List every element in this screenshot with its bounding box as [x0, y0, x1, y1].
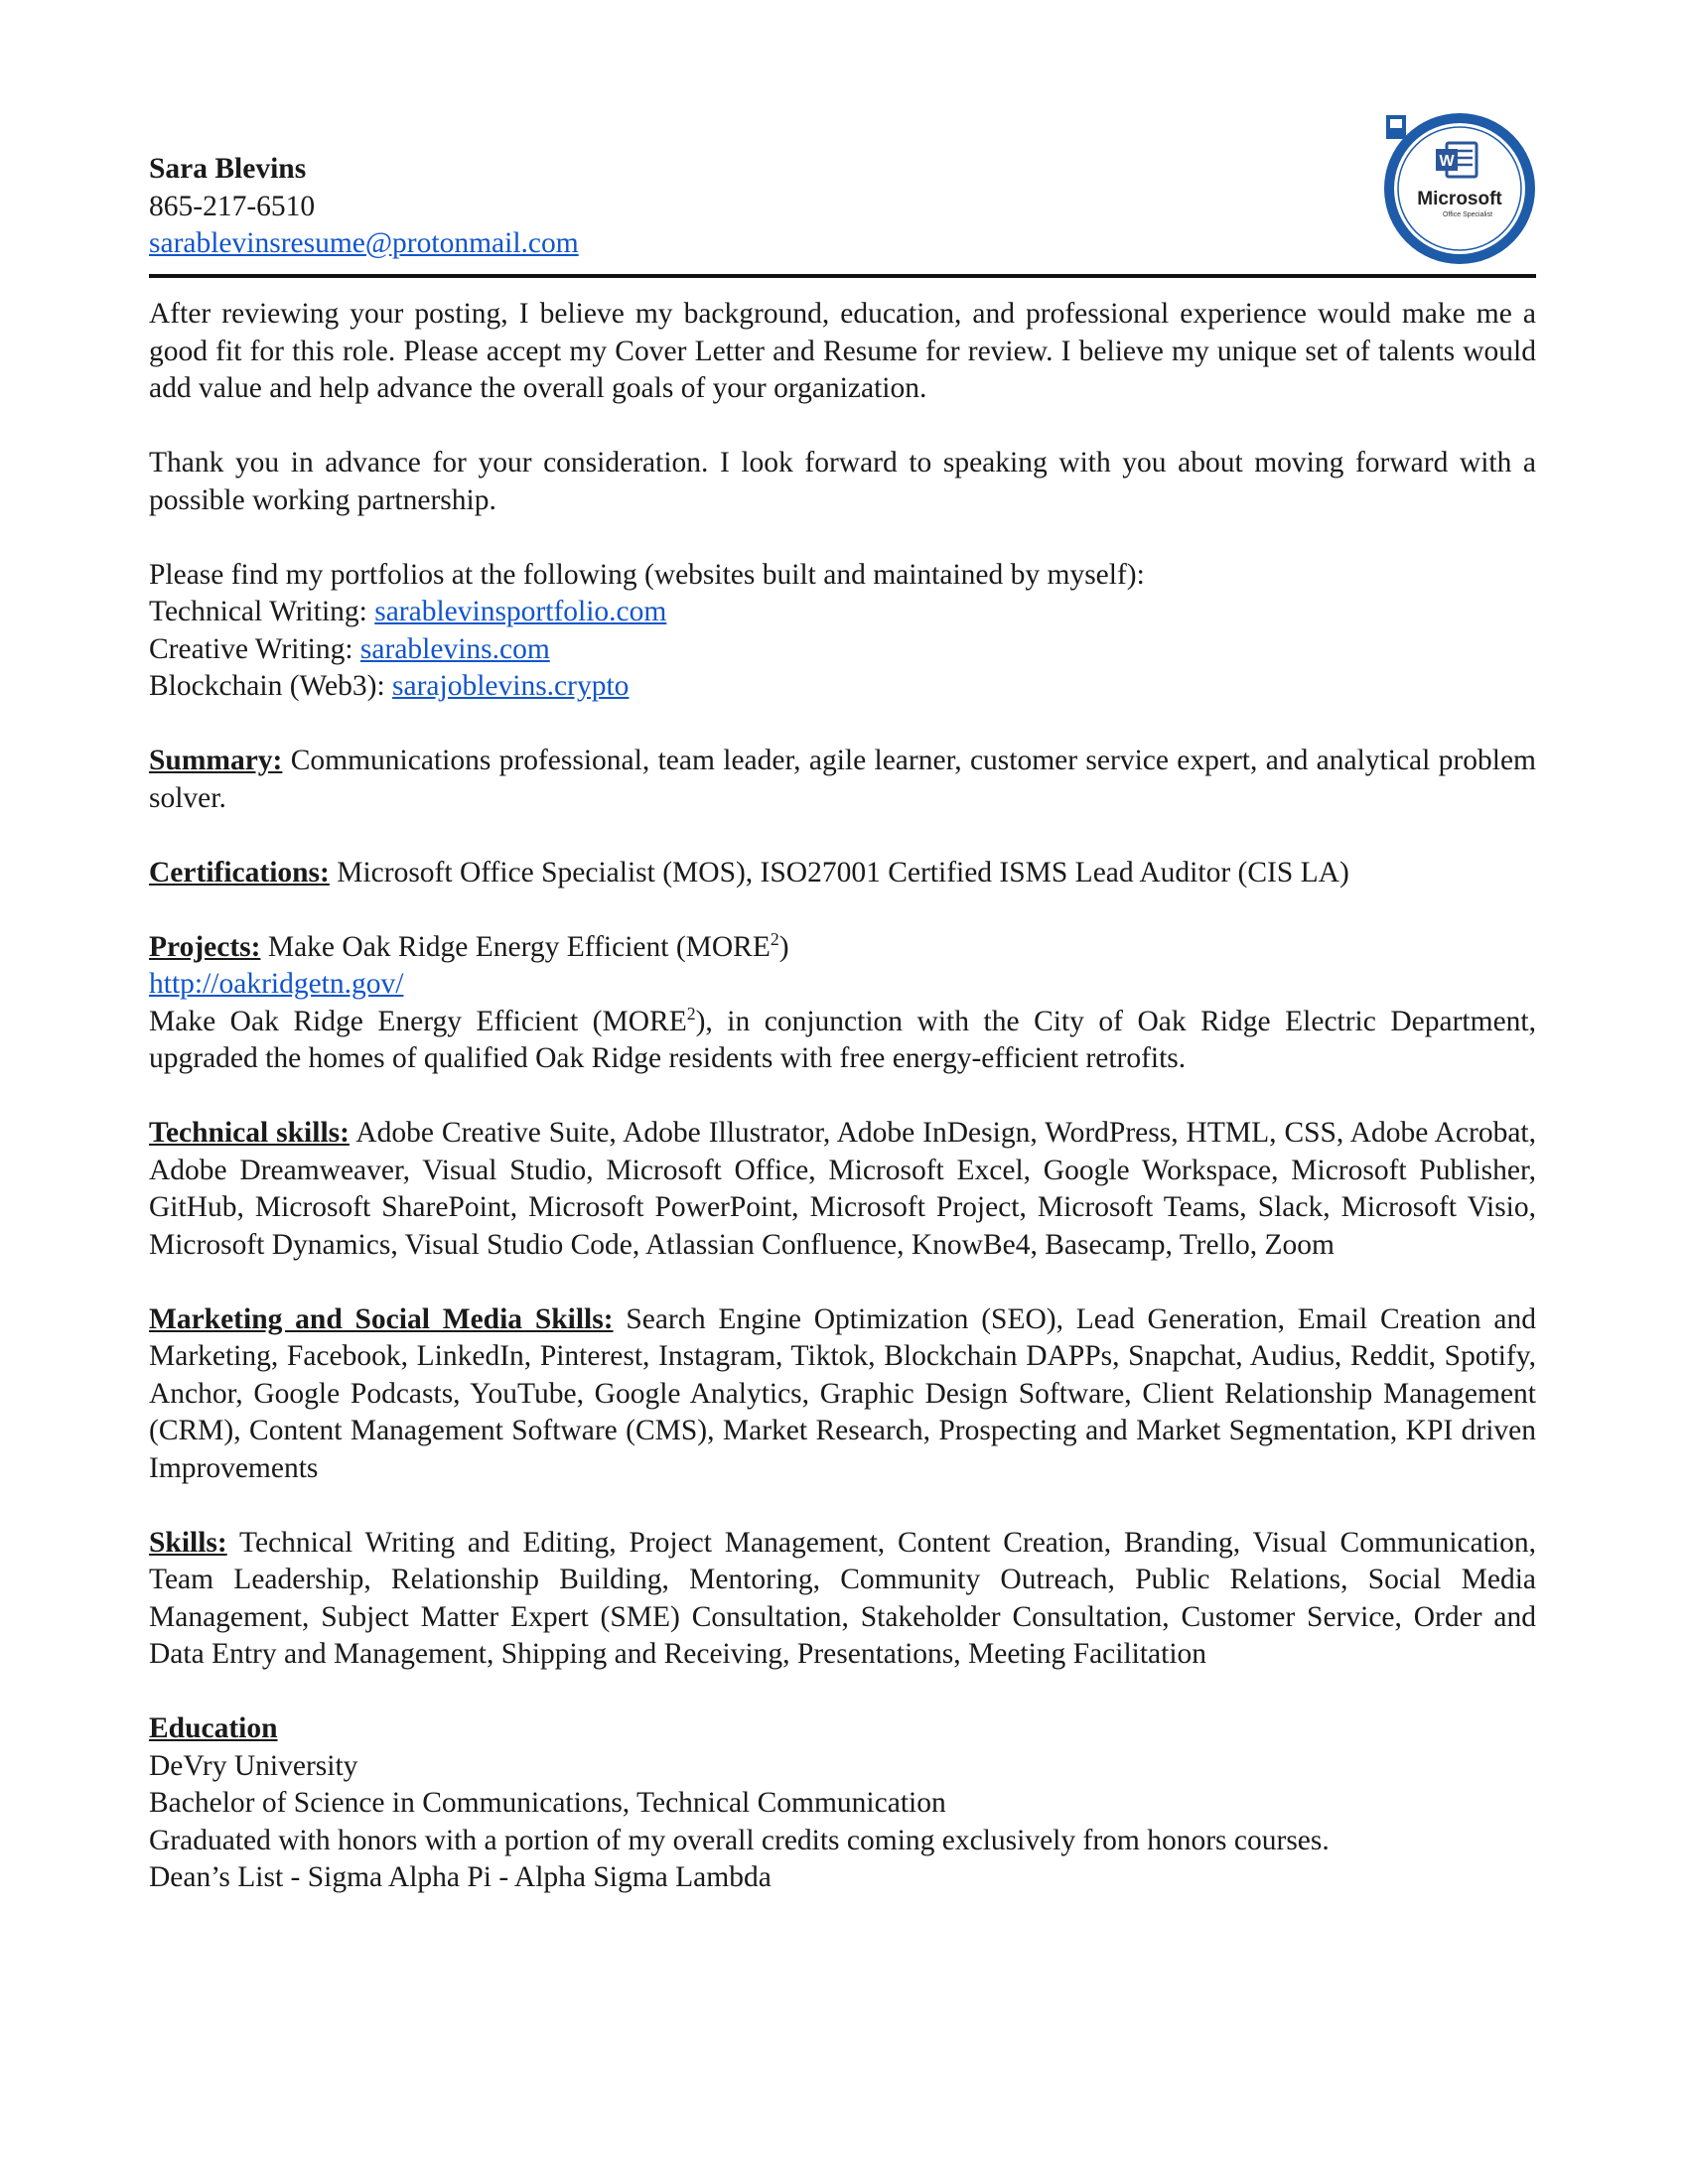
technical-skills-section: [149, 1115, 1536, 1264]
summary-label: Summary:: [149, 745, 283, 776]
marketing-skills-label: Marketing and Social Media Skills:: [149, 1302, 614, 1335]
creative-portfolio-link[interactable]: sarablevins.com: [359, 632, 550, 665]
technical-portfolio-link[interactable]: sarablevinsportfolio.com: [374, 596, 667, 627]
project-title: Projects: Make Oak Ridge Energy Efficient (MORE$^2$): [149, 928, 789, 963]
certifications-label: Certifications:: [149, 856, 330, 888]
portfolio-creative: Creative Writing: sarablevins.com: [149, 632, 550, 665]
skills-section: [149, 1525, 1536, 1674]
education-degree: Bachelor of Science in Communications, Technical Communication: [149, 1787, 946, 1819]
email-link[interactable]: sarablevinsresume@protonmail.com: [149, 227, 579, 259]
marketing-skills-text: Search Engine Optimization (SEO), Lead Generation, Email Creation and Marketing, Facebook, LinkedIn, Pinterest, Instagram, Tiktok, Blockchain DAPPs, Snapchat, Audius, Reddit, Spotify, Anchor, Google Podcasts, YouTube, Google Analytics, Graphic Design Software, Client Relationship Management (CRM), Content Management Software (CMS), Market Research, Prospecting and Market Segmentation, KPI driven Improvements: [149, 1302, 1536, 1484]
certifications-section: [149, 855, 1536, 892]
technical-skills-label: Technical skills:: [149, 1117, 350, 1149]
project-description: Make Oak Ridge Energy Efficient (MORE$^2$), in conjunction with the City of Oak Ridge Electric Department, upgraded the homes of qualified Oak Ridge residents with free energy-efficient retrofits.: [149, 1003, 1536, 1074]
projects-section: [149, 929, 1536, 1078]
phone-number: 865-217-6510: [149, 190, 316, 222]
certifications-text: Microsoft Office Specialist (MOS), ISO27001 Certified ISMS Lead Auditor (CIS LA): [329, 856, 1349, 888]
skills-text: Technical Writing and Editing, Project Management, Content Creation, Branding, Visual Communication, Team Leadership, Relationship Building, Mentoring, Community Outreach, Public Relations, Social Media Management, Subject Matter Expert (SME) Consultation, Stakeholder Consultation, Customer Service, Order and Data Entry and Management, Shipping and Receiving, Presentations, Meeting Facilitation: [149, 1526, 1536, 1670]
education-label: Education: [149, 1712, 278, 1744]
project-link[interactable]: http://oakridgetn.gov/: [149, 968, 404, 1000]
svg-text:Office Specialist: Office Specialist: [1442, 211, 1493, 218]
intro-paragraph-1: After reviewing your posting, I believe my background, education, and professional experience would make me a good fit for this role. Please accept my Cover Letter and Resume for review. I believe my unique set of talents would add value and help advance the overall goals of your organization.: [149, 298, 1536, 404]
portfolio-intro: Please find my portfolios at the following (websites built and maintained by myself):: [149, 558, 1145, 591]
projects-label: Projects:: [149, 930, 261, 963]
technical-skills-text: Adobe Creative Suite, Adobe Illustrator, Adobe InDesign, WordPress, HTML, CSS, Adobe Acrobat, Adobe Dreamweaver, Visual Studio, Microsoft Office, Microsoft Excel, Google Workspace, Microsoft Publisher, GitHub, Microsoft SharePoint, Microsoft PowerPoint, Microsoft Project, Microsoft Teams, Slack, Microsoft Visio, Microsoft Dynamics, Visual Studio Code, Atlassian Confluence, KnowBe4, Basecamp, Trello, Zoom: [149, 1117, 1537, 1261]
svg-text:Microsoft: Microsoft: [1417, 189, 1502, 209]
marketing-skills-section: [149, 1301, 1536, 1488]
summary-section: [149, 743, 1536, 817]
portfolio-blockchain: Blockchain (Web3): sarajoblevins.crypto: [149, 670, 630, 702]
portfolio-section: [149, 557, 1536, 706]
education-section: [149, 1710, 1536, 1897]
education-school: DeVry University: [149, 1749, 358, 1782]
svg-text:W: W: [1439, 153, 1455, 170]
education-awards: Dean’s List - Sigma Alpha Pi - Alpha Sigma Lambda: [149, 1861, 772, 1893]
skills-label: Skills:: [149, 1526, 227, 1559]
intro-paragraph-2: Thank you in advance for your consideration. I look forward to speaking with you about moving forward with a possible working partnership.: [149, 447, 1536, 516]
summary-text: Communications professional, team leader, agile learner, customer service expert, and analytical problem solver.: [149, 745, 1536, 814]
blockchain-portfolio-link[interactable]: sarajoblevins.crypto: [392, 670, 630, 702]
portfolio-technical: Technical Writing: sarablevinsportfolio.com: [149, 596, 667, 627]
education-honors: Graduated with honors with a portion of my overall credits coming exclusively from honors courses.: [149, 1824, 1330, 1856]
resume-page: [149, 151, 1536, 1897]
candidate-name: Sara Blevins: [149, 153, 307, 185]
contact-header: [149, 151, 1536, 274]
